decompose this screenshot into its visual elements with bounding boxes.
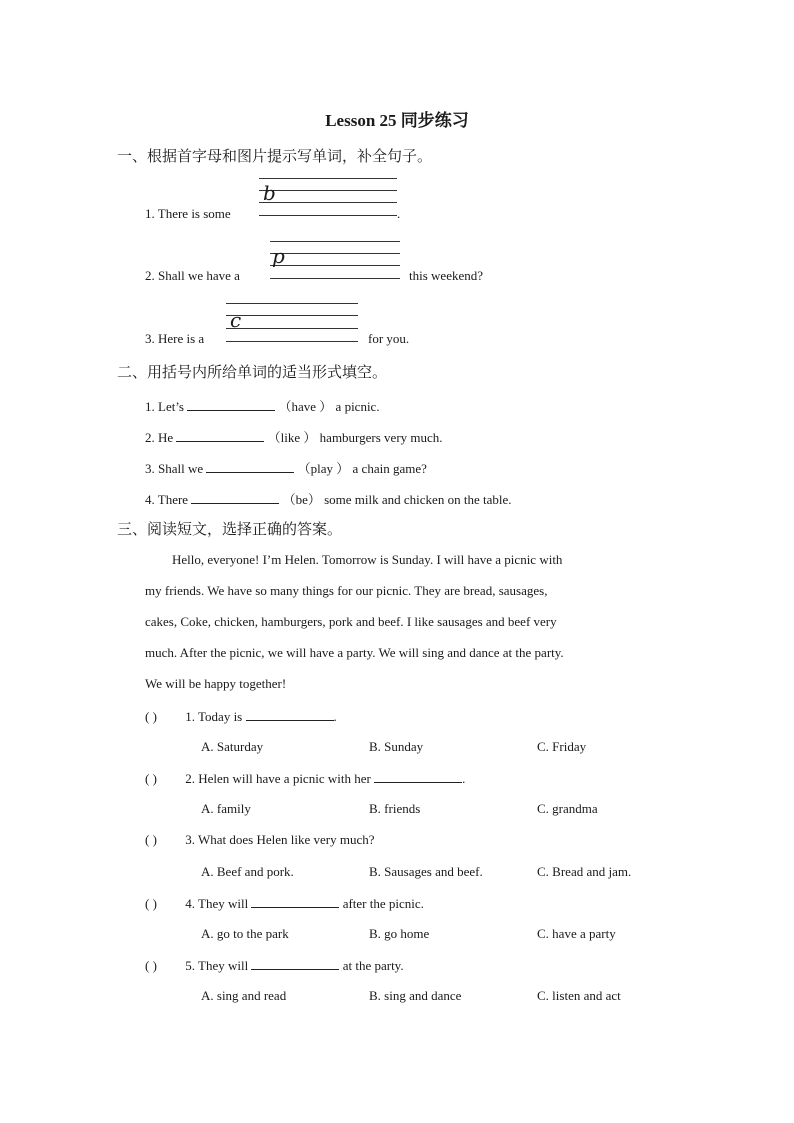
s3-question-2	[145, 770, 465, 787]
s1-q1-after: .	[397, 206, 401, 221]
s2-item-3	[145, 458, 427, 477]
question-text: 2. Helen will have a picnic with her	[185, 771, 371, 786]
s1-q1-before: 1. There is some	[145, 206, 231, 221]
question-blank[interactable]	[251, 895, 339, 908]
s1-q2-before: 2. Shall we have a	[145, 268, 240, 283]
s2-item-4-hint: （be）	[282, 492, 321, 507]
question-tail: .	[333, 709, 337, 724]
answer-paren[interactable]: ( )	[145, 896, 157, 911]
s2-item-4-before: 4. There	[145, 492, 189, 507]
s2-item-4-after: some milk and chicken on the table.	[324, 492, 512, 507]
s2-item-4	[145, 489, 511, 508]
s1-q3-after: for you.	[368, 331, 410, 346]
option-b[interactable]: B. Sausages and beef.	[369, 864, 483, 879]
option-b[interactable]: B. sing and dance	[369, 988, 462, 1003]
s3-question-5	[145, 957, 404, 974]
s1-q1-letter: b	[263, 181, 276, 205]
s3-question-4	[145, 895, 424, 912]
s1-q3-before: 3. Here is a	[145, 331, 205, 346]
question-blank[interactable]	[374, 770, 462, 783]
option-a[interactable]: A. go to the park	[201, 926, 289, 941]
option-a[interactable]: A. Saturday	[201, 739, 264, 754]
s2-item-3-hint: （play ）	[297, 461, 350, 476]
s2-item-2-hint: （like ）	[267, 430, 317, 445]
option-b[interactable]: B. go home	[369, 926, 430, 941]
question-text: 3. What does Helen like very much?	[185, 832, 375, 847]
s2-item-1-blank[interactable]	[187, 398, 275, 411]
passage-line-1: Hello, everyone! I’m Helen. Tomorrow is Sunday. I will have a picnic with	[172, 552, 563, 567]
question-tail: .	[462, 771, 466, 786]
s1-q3-writing-lines[interactable]	[226, 303, 358, 343]
option-c[interactable]: C. have a party	[537, 926, 616, 941]
page-title: Lesson 25 同步练习	[325, 111, 469, 130]
option-a[interactable]: A. sing and read	[201, 988, 287, 1003]
option-b[interactable]: B. Sunday	[369, 739, 424, 754]
s2-item-4-blank[interactable]	[191, 491, 279, 504]
s1-q3-letter: c	[230, 308, 242, 332]
s2-item-1	[145, 396, 380, 415]
question-blank[interactable]	[246, 708, 334, 721]
s2-item-2	[145, 427, 443, 446]
option-a[interactable]: A. family	[201, 801, 251, 816]
s2-item-3-after: a chain game?	[352, 461, 427, 476]
passage-line-4: much. After the picnic, we will have a party. We will sing and dance at the party.	[145, 645, 564, 660]
question-text: 4. They will	[185, 896, 249, 911]
s2-item-1-after: a picnic.	[335, 399, 380, 414]
s2-item-2-blank[interactable]	[176, 429, 264, 442]
option-c[interactable]: C. listen and act	[537, 988, 621, 1003]
passage-line-5: We will be happy together!	[145, 676, 287, 691]
s2-item-3-before: 3. Shall we	[145, 461, 204, 476]
s1-q1-writing-lines[interactable]	[259, 178, 397, 218]
question-blank[interactable]	[251, 957, 339, 970]
answer-paren[interactable]: ( )	[145, 771, 157, 786]
s1-q2-after: this weekend?	[409, 268, 484, 283]
option-c[interactable]: C. Bread and jam.	[537, 864, 632, 879]
question-text: 1. Today is	[185, 709, 243, 724]
passage-line-3: cakes, Coke, chicken, hamburgers, pork and beef. I like sausages and beef very	[145, 614, 557, 629]
s1-q2-writing-lines[interactable]	[270, 241, 400, 281]
answer-paren[interactable]: ( )	[145, 709, 157, 724]
option-b[interactable]: B. friends	[369, 801, 421, 816]
s3-question-3	[145, 832, 375, 848]
question-tail: after the picnic.	[342, 896, 424, 911]
s2-item-3-blank[interactable]	[206, 460, 294, 473]
option-c[interactable]: C. grandma	[537, 801, 598, 816]
s3-question-1	[145, 708, 337, 725]
s2-item-1-hint: （have ）	[278, 399, 333, 414]
question-text: 5. They will	[185, 958, 249, 973]
section2-heading: 二、用括号内所给单词的适当形式填空。	[117, 363, 388, 381]
s2-item-2-before: 2. He	[145, 430, 174, 445]
question-tail: at the party.	[342, 958, 404, 973]
section1-heading: 一、根据首字母和图片提示写单词，补全句子。	[117, 147, 433, 165]
option-a[interactable]: A. Beef and pork.	[201, 864, 294, 879]
s2-item-2-after: hamburgers very much.	[319, 430, 443, 445]
s2-item-1-before: 1. Let’s	[145, 399, 184, 414]
passage-line-2: my friends. We have so many things for our picnic. They are bread, sausages,	[145, 583, 548, 598]
section3-heading: 三、阅读短文，选择正确的答案。	[117, 520, 343, 538]
answer-paren[interactable]: ( )	[145, 832, 157, 847]
option-c[interactable]: C. Friday	[537, 739, 587, 754]
s1-q2-letter: p	[272, 244, 285, 268]
answer-paren[interactable]: ( )	[145, 958, 157, 973]
